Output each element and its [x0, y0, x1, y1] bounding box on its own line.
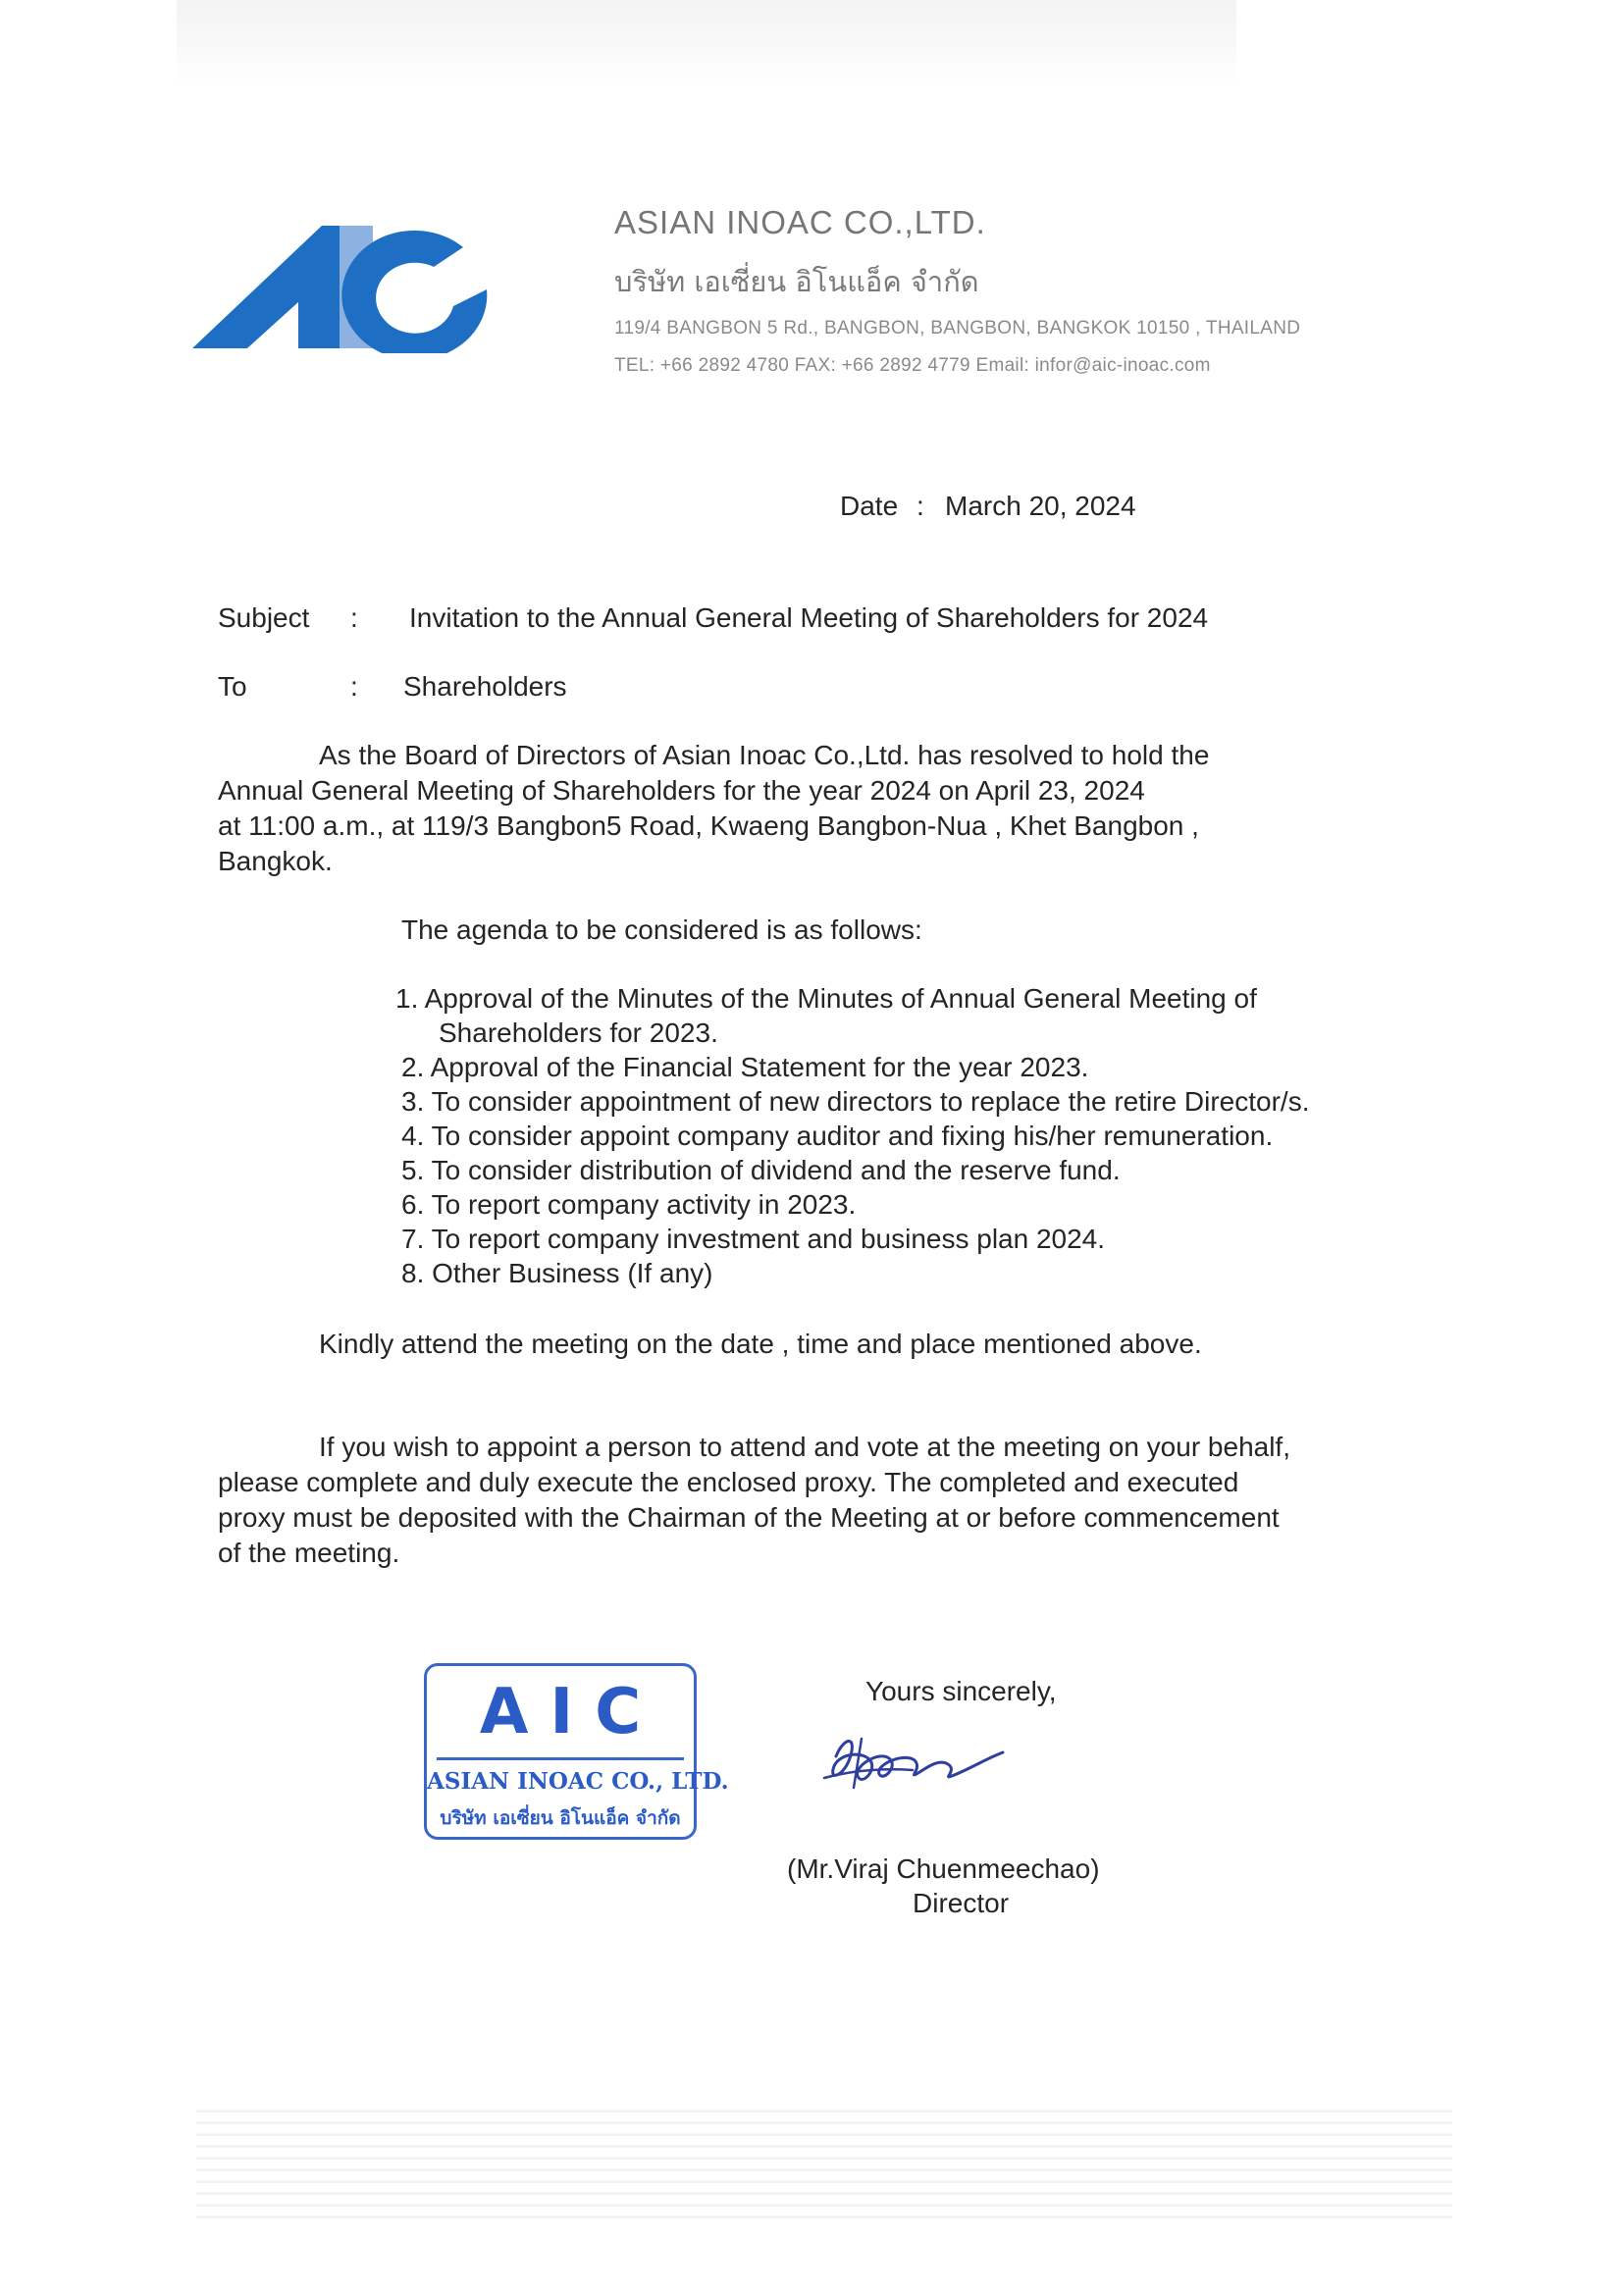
agenda-item: 5. To consider distribution of dividend and the reserve fund.: [401, 1155, 1121, 1185]
date-value: March 20, 2024: [945, 491, 1136, 521]
intro-line: As the Board of Directors of Asian Inoac Co.,Ltd. has resolved to hold the: [319, 740, 1210, 770]
subject-separator: :: [350, 602, 358, 633]
agenda-item: 8. Other Business (If any): [401, 1258, 713, 1288]
company-address: 119/4 BANGBON 5 Rd., BANGBON, BANGBON, BANGKOK 10150 , THAILAND: [614, 318, 1301, 339]
company-stamp: [424, 1663, 729, 1840]
intro-line: at 11:00 a.m., at 119/3 Bangbon5 Road, Kwaeng Bangbon-Nua , Khet Bangbon ,: [218, 810, 1199, 841]
proxy-line: of the meeting.: [218, 1538, 400, 1568]
agenda-item-continuation: Shareholders for 2023.: [439, 1018, 718, 1048]
agenda-item: 7. To report company investment and business plan 2024.: [401, 1224, 1106, 1254]
stamp-company-name: ASIAN INOAC CO., LTD.: [427, 1768, 729, 1795]
signer-name: (Mr.Viraj Chuenmeechao): [787, 1853, 1100, 1884]
proxy-line: please complete and duly execute the enclosed proxy. The completed and executed: [218, 1467, 1239, 1497]
intro-line: Bangkok.: [218, 846, 333, 876]
stamp-company-name-thai: บริษัท เอเซี่ยน อิโนแอ็ค จำกัด: [440, 1807, 681, 1829]
attend-text: Kindly attend the meeting on the date , time and place mentioned above.: [319, 1329, 1202, 1359]
company-name: ASIAN INOAC CO.,LTD.: [614, 204, 986, 240]
aic-logo: [192, 226, 497, 353]
stamp-divider: [437, 1757, 684, 1760]
company-contact: TEL: +66 2892 4780 FAX: +66 2892 4779 Email: infor@aic-inoac.com: [614, 355, 1211, 376]
subject-value: Invitation to the Annual General Meeting of Shareholders for 2024: [409, 602, 1209, 633]
scan-noise-bottom: [196, 2110, 1452, 2227]
proxy-line: If you wish to appoint a person to attend and vote at the meeting on your behalf,: [319, 1432, 1290, 1462]
date-separator: :: [916, 491, 924, 521]
closing-text: Yours sincerely,: [865, 1676, 1057, 1706]
signer-title: Director: [913, 1888, 1010, 1918]
scan-shadow-top: [177, 0, 1236, 88]
to-label: To: [218, 671, 247, 702]
proxy-line: proxy must be deposited with the Chairman of the Meeting at or before commencement: [218, 1502, 1280, 1533]
intro-line: Annual General Meeting of Shareholders for the year 2024 on April 23, 2024: [218, 775, 1145, 806]
agenda-item: 4. To consider appoint company auditor and fixing his/her remuneration.: [401, 1121, 1274, 1151]
agenda-item: 2. Approval of the Financial Statement for the year 2023.: [401, 1052, 1089, 1082]
agenda-item: 1. Approval of the Minutes of the Minutes of Annual General Meeting of: [395, 983, 1257, 1014]
subject-label: Subject: [218, 602, 310, 633]
agenda-item: 3. To consider appointment of new directors to replace the retire Director/s.: [401, 1086, 1310, 1117]
to-value: Shareholders: [403, 671, 567, 702]
stamp-logo-text: AIC: [479, 1676, 663, 1748]
to-separator: :: [350, 671, 358, 702]
agenda-item: 6. To report company activity in 2023.: [401, 1189, 857, 1220]
agenda-intro: The agenda to be considered is as follows:: [401, 914, 922, 945]
date-label: Date: [840, 491, 899, 521]
company-header: [614, 204, 1300, 377]
handwritten-signature: [814, 1717, 1011, 1805]
company-name-thai: บริษัท เอเซี่ยน อิโนแอ็ค จำกัด: [614, 265, 979, 298]
